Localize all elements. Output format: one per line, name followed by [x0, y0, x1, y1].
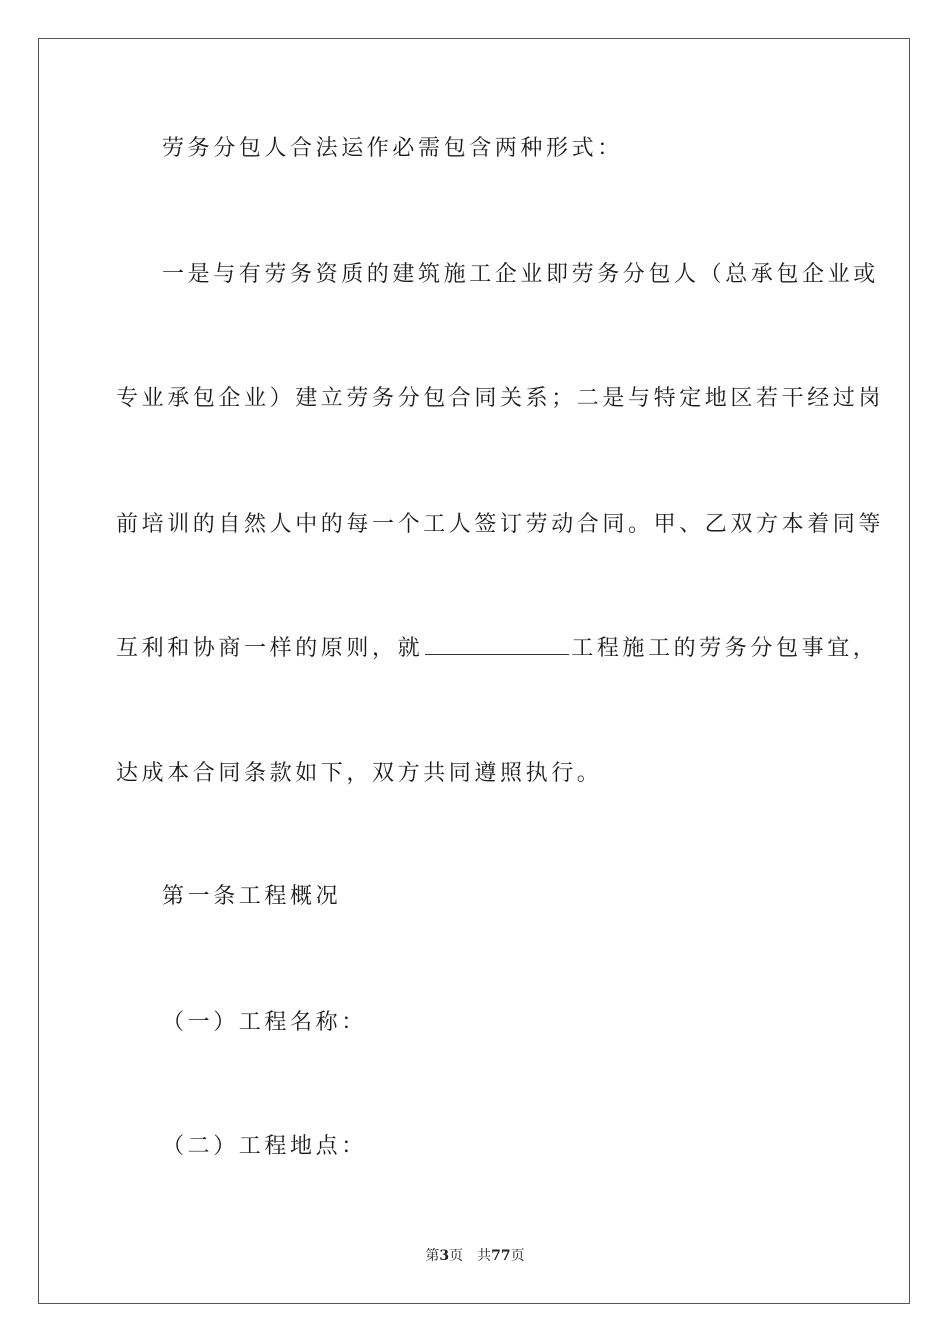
page-prefix: 第: [425, 1248, 440, 1264]
total-prefix: 共: [477, 1248, 492, 1264]
paragraph-line-1: 一是与有劳务资质的建筑施工企业即劳务分包人（总承包企业或: [162, 262, 879, 287]
page-frame: [38, 38, 910, 1304]
article-one-heading: 第一条工程概况: [162, 884, 342, 909]
page-number: 3: [439, 1248, 450, 1264]
project-name-label: （一）工程名称：: [162, 1010, 367, 1035]
page-footer: [0, 1246, 950, 1266]
project-name-blank[interactable]: [425, 634, 569, 655]
text-before-blank: 互利和协商一样的原则，就: [116, 636, 424, 661]
paragraph-line-3: 前培训的自然人中的每一个工人签订劳动合同。甲、乙双方本着同等: [116, 512, 885, 537]
project-location-label: （二）工程地点：: [162, 1134, 367, 1159]
text-after-blank: 工程施工的劳务分包事宜，: [571, 636, 879, 661]
page-suffix: 页: [449, 1248, 464, 1264]
paragraph-line-2: 专业承包企业）建立劳务分包合同关系；二是与特定地区若干经过岗: [116, 386, 885, 411]
total-pages: 77: [491, 1248, 511, 1264]
total-suffix: 页: [510, 1248, 525, 1264]
paragraph-line-4: [116, 634, 879, 664]
paragraph-line-5: 达成本合同条款如下，双方共同遵照执行。: [116, 761, 603, 786]
paragraph-forms-intro: 劳务分包人合法运作必需包含两种形式：: [162, 136, 623, 161]
